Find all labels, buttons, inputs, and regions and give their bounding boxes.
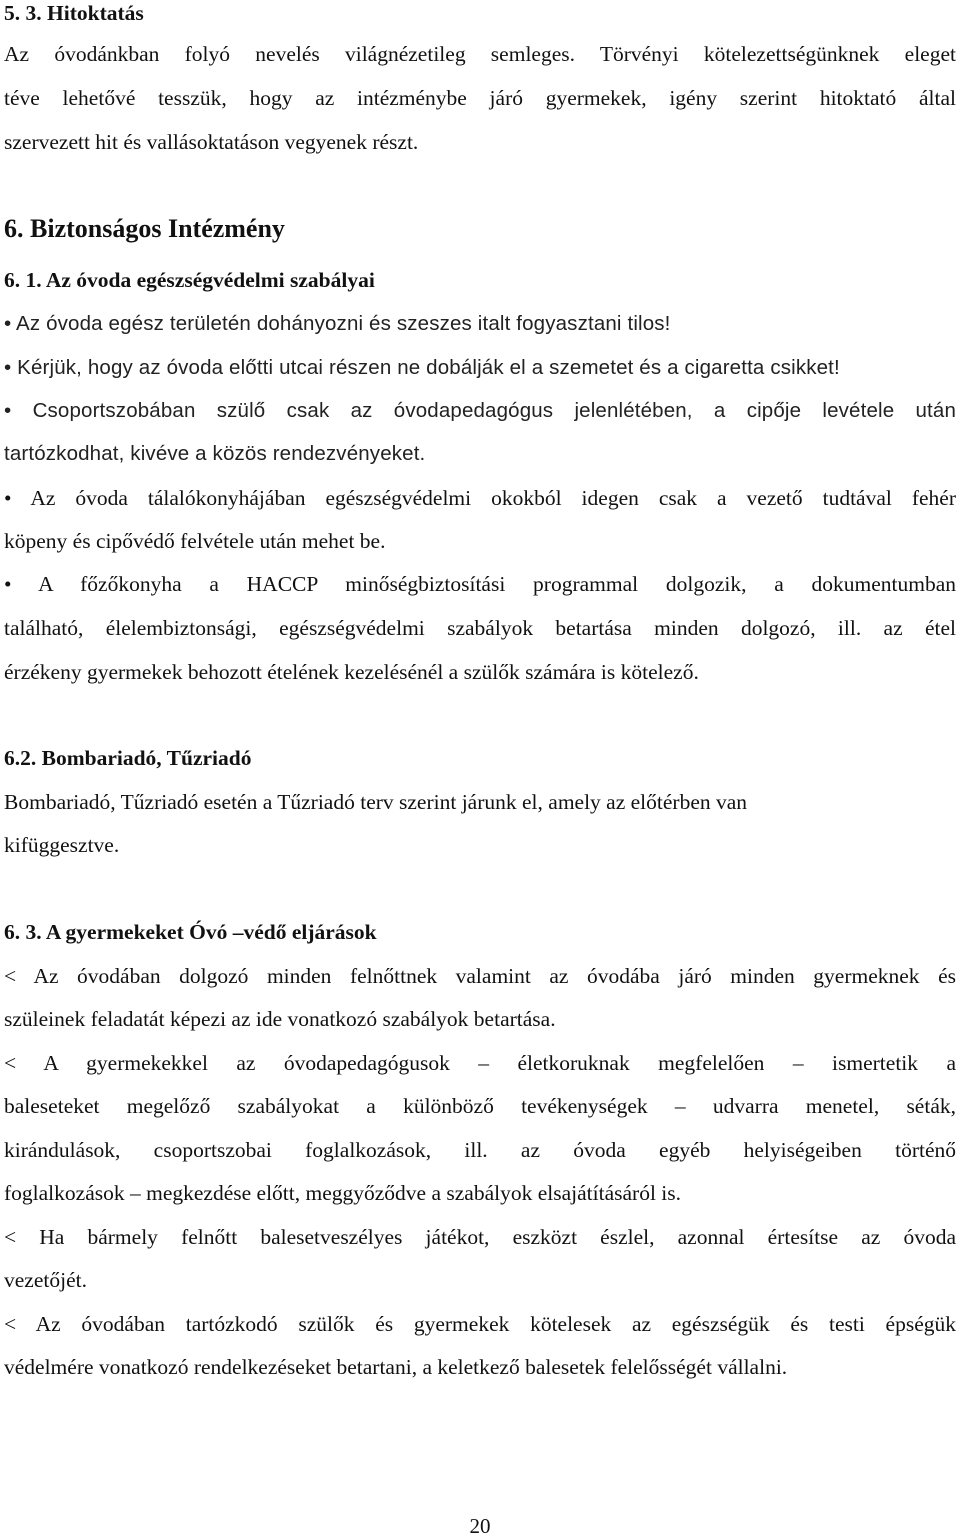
paragraph-line: kirándulások, csoportszobai foglalkozások, ill. az óvoda egyéb helyiségeiben történő xyxy=(4,1138,956,1162)
section-heading-egeszsegvedelmi-szabalyok: 6. 1. Az óvoda egészségvédelmi szabályai xyxy=(4,268,375,292)
paragraph-line: baleseteket megelőző szabályokat a különböző tevékenységek – udvarra menetel, séták, xyxy=(4,1094,956,1118)
paragraph-line: szervezett hit és vallásoktatáson vegyenek részt. xyxy=(4,130,419,154)
section-heading-hitoktatas: 5. 3. Hitoktatás xyxy=(4,1,144,25)
bullet-line-continuation: található, élelembiztonsági, egészségvédelmi szabályok betartása minden dolgozó, ill. az étel xyxy=(4,616,956,640)
paragraph-line: védelmére vonatkozó rendelkezéseket betartani, a keletkező balesetek felelősségét vállalni. xyxy=(4,1355,788,1379)
paragraph-line: Az óvodánkban folyó nevelés világnézetileg semleges. Törvényi kötelezettségünknek eleget xyxy=(4,42,956,66)
bullet-line: • A főzőkonyha a HACCP minőségbiztosítási programmal dolgozik, a dokumentumban xyxy=(4,572,956,596)
bullet-line-continuation: köpeny és cipővédő felvétele után mehet be. xyxy=(4,529,386,553)
bullet-line: • Az óvoda egész területén dohányozni és szeszes italt fogyasztani tilos! xyxy=(4,312,671,335)
bullet-line: • Az óvoda tálalókonyhájában egészségvédelmi okokból idegen csak a vezető tudtával fehér xyxy=(4,486,956,510)
page-number: 20 xyxy=(469,1514,491,1538)
paragraph-line: Bombariadó, Tűzriadó esetén a Tűzriadó terv szerint járunk el, amely az előtérben van xyxy=(4,790,748,814)
bullet-line: • Kérjük, hogy az óvoda előtti utcai részen ne dobálják el a szemetet és a cigaretta csikket! xyxy=(4,356,840,379)
paragraph-line: kifüggesztve. xyxy=(4,833,120,857)
paragraph-line: vezetőjét. xyxy=(4,1268,87,1292)
paragraph-line: < Ha bármely felnőtt balesetveszélyes játékot, eszközt észlel, azonnal értesítse az óvoda xyxy=(4,1225,956,1249)
paragraph-line: szüleinek feladatát képezi az ide vonatkozó szabályok betartása. xyxy=(4,1007,556,1031)
paragraph-line: téve lehetővé tesszük, hogy az intézménybe járó gyermekek, igény szerint hitoktató által xyxy=(4,86,956,110)
paragraph-line: < Az óvodában tartózkodó szülők és gyermekek kötelesek az egészségük és testi épségük xyxy=(4,1312,956,1336)
section-heading-bombariado: 6.2. Bombariadó, Tűzriadó xyxy=(4,746,252,770)
bullet-line: • Csoportszobában szülő csak az óvodapedagógus jelenlétében, a cipője levétele után xyxy=(4,399,956,422)
section-heading-ovo-vedo-eljarasok: 6. 3. A gyermekeket Óvó –védő eljárások xyxy=(4,920,377,944)
section-heading-biztonsagos-intezmeny: 6. Biztonságos Intézmény xyxy=(4,214,285,243)
paragraph-line: foglalkozások – megkezdése előtt, meggyőződve a szabályok elsajátításáról is. xyxy=(4,1181,682,1205)
bullet-line-continuation: tartózkodhat, kivéve a közös rendezvényeket. xyxy=(4,442,426,465)
bullet-line-continuation: érzékeny gyermekek behozott ételének kezelésénél a szülők számára is kötelező. xyxy=(4,660,699,684)
paragraph-line: < Az óvodában dolgozó minden felnőttnek valamint az óvodába járó minden gyermeknek és xyxy=(4,964,956,988)
paragraph-line: < A gyermekekkel az óvodapedagógusok – életkoruknak megfelelően – ismertetik a xyxy=(4,1051,956,1075)
